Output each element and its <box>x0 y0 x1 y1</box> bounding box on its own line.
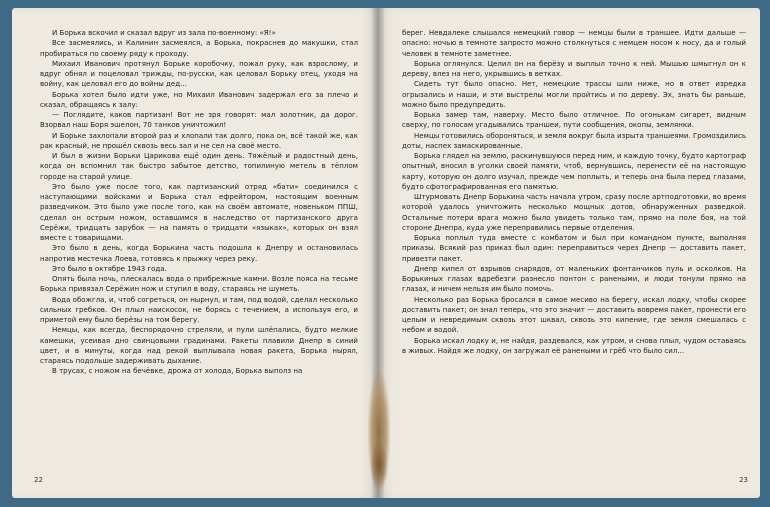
paragraph: берег. Невдалеке слышался немецкий говор — немцы были в траншее. Идти дальше — опасно: ночью в темноте запросто можно столкнуться с немцем носом к носу, да и голый человек в темноте заметнее. <box>402 28 746 58</box>
page-number-left: 22 <box>34 476 43 484</box>
paragraph: Борька искал лодку и, не найдя, раздевался, как утром, и снова плыл, чудом оставаясь в живых. Найдя же лодку, он загружал её ранеными и грёб что было сил... <box>402 335 746 355</box>
paragraph: Опять была ночь, плескалась вода о прибрежные камни. Возле пояса на тесьме Борька привязал Серёжин нож и ступил в воду, стараясь не шуметь. <box>40 274 358 294</box>
paragraph: Все засмеялись, и Калинин засмеялся, а Борька, покраснев до макушки, стал пробираться по своему ряду к проходу. <box>40 38 358 58</box>
left-page <box>12 8 378 498</box>
paragraph: — Поглядите, каков партизан! Вот не зря говорят: мал золотник, да дорог. Взорвал наш Боря эшелон, 70 танков уничтожил! <box>40 110 358 130</box>
paragraph: Борька поплыл туда вместе с комбатом и был при командном пункте, выполняя приказы. Всякий раз приказ был один: переправиться через Днепр — доставить пакет, привезти пакет. <box>402 233 746 263</box>
paragraph: Борька замер там, наверху. Место было отличное. По огонькам сигарет, видным сверху, по голосам угадывались траншеи, пути сообщения, окопы, землянки. <box>402 110 746 130</box>
paragraph: Сидеть тут было опасно. Нет, немецкие трассы шли ниже, но в ответ изредка огрызались и наши, и эти выстрелы могли пройтись и по дереву. Эх, знать бы раньше, можно было предупредить. <box>402 79 746 109</box>
page-number-right: 23 <box>739 476 748 484</box>
paragraph: Вода обожгла, и, чтоб согреться, он нырнул, и там, под водой, сделал несколько сильных гребков. Он плыл наискосок, не борясь с течением, а используя его, и приметой ему было берёзы на том берегу. <box>40 294 358 324</box>
page-stain <box>370 440 388 490</box>
paragraph: И Борька вскочил и сказал вдруг из зала по-военному: «Я!» <box>52 28 276 37</box>
paragraph: Днепр кипел от взрывов снарядов, от маленьких фонтанчиков пуль и осколков. На Борькиных глазах вдребезги разнесло понтон с ранеными, и люди тонули прямо на глазах, и ничем нельзя им было помочь. <box>402 263 746 294</box>
paragraph: Это было в день, когда Борькина часть подошла к Днепру и остановилась напротив местечка Лоева, готовясь к прыжку через реку. <box>40 243 358 263</box>
paragraph: Борька хотел было идти уже, но Михаил Иванович задержал его за плечо и сказал, обращаясь к залу: <box>40 89 358 109</box>
left-page-text <box>40 28 358 377</box>
paragraph: Несколько раз Борька бросался в самое месиво на берегу, искал лодку, чтобы скорее доставить пакет; он знал теперь, что это значит — доставить вовремя пакет, пронести его целым и невредимым сквозь этот шквал, сквозь это кипение, где земля смешалась с небом и водой. <box>402 294 746 335</box>
paragraph: И Борьке захлопали второй раз и хлопали так долго, пока он, всё такой же, как рак красный, не прошёл сквозь весь зал и не сел на своё место. <box>40 130 358 150</box>
paragraph: И был в жизни Борьки Царикова ещё один день. Тяжёлый и радостный день, когда он вспомнил так быстро забытое детство, топилиную метель в тёплом городе на старой улице. <box>40 151 358 181</box>
paragraph: Немцы готовились обороняться, и земля вокруг была изрыта траншеями. Громоздились доты, наспех замаскированные. <box>402 130 746 150</box>
paragraph: Немцы, как всегда, беспорядочно стреляли, и пули шлёпались, будто мелкие камешки, усеивая дно свинцовыми градинами. Ракеты плавили Днепр в синий цвет, и в минуты, когда над рекой выплывала новая ракета, Борька нырял, стараясь подольше задерживать дыхание. <box>40 325 358 365</box>
right-page-text <box>402 28 746 356</box>
paragraph: Михаил Иванович протянул Борьке коробочку, пожал руку, как взрослому, и вдруг обнял и поцеловал трижды, по-русски, как целовал Борьку отец, уходя на войну, как целовал его до войны дед... <box>40 58 358 89</box>
paragraph: Это было уже после того, как партизанский отряд «бати» соединился с наступающими войсками и Борька стал ефрейтором, настоящим военным разведчиком. Это было уже после того, как на своём автомате, новеньком ППШ, сделал он острым ножом, оставшимся в наследство от партизанского друга Серёжи, тридцать зарубок — на память о тридцати «языках», которых он взял вместе с товарищами. <box>40 181 358 242</box>
paragraph: Штурмовать Днепр Борькина часть начала утром, сразу после артподготовки, во время которой удалось уничтожить несколько мощных дотов, обнаруженных разведкой. Остальные потери врага можно было увидеть только там, прямо на поле боя, на той стороне Днепра, куда уже переправились первые отделения. <box>402 192 746 232</box>
right-page <box>378 8 760 498</box>
paragraph: Это было в октябре 1943 года. <box>52 263 167 273</box>
paragraph: Борька оглянулся. Целил он на берёзу и выплыл точно к ней. Мышью шмыгнул он к дереву, влез на него, укрывшись в ветках. <box>402 58 746 78</box>
paragraph: Борька глядел на землю, раскинувшуюся перед ним, и каждую точку, будто картограф опытный, вносил в уголки своей памяти, чтоб, вернувшись, перенести её на настоящую карту, которую он долго изучал, прежде чем поплыть, и теперь она была перед глазами, будто сфотографированная его памятью. <box>402 151 746 191</box>
paragraph: В трусах, с ножом на бечёвке, дрожа от холода, Борька выполз на <box>52 366 303 376</box>
